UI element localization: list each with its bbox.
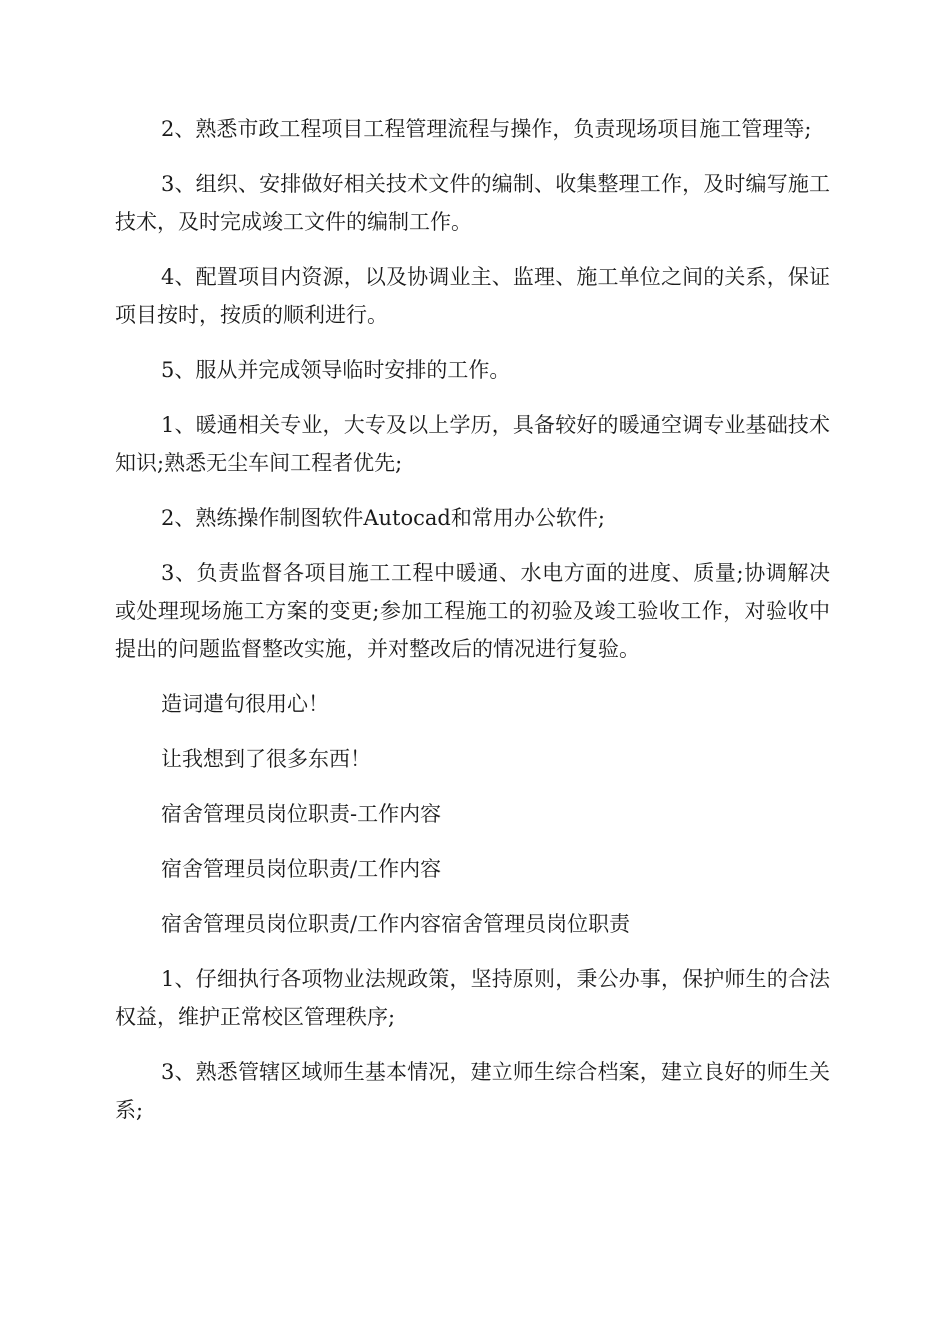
paragraph: 让我想到了很多东西！ <box>161 747 371 771</box>
document-body <box>115 110 830 1146</box>
paragraph: 造词遣句很用心！ <box>161 692 329 716</box>
paragraph: 2、熟悉市政工程项目工程管理流程与操作，负责现场项目施工管理等; <box>161 117 812 141</box>
paragraph: 4、配置项目内资源，以及协调业主、监理、施工单位之间的关系，保证项目按时，按质的顺利进行。 <box>115 265 830 327</box>
paragraph: 3、组织、安排做好相关技术文件的编制、收集整理工作，及时编写施工技术，及时完成竣工文件的编制工作。 <box>115 172 830 234</box>
paragraph: 宿舍管理员岗位职责-工作内容 <box>161 802 442 826</box>
paragraph: 1、仔细执行各项物业法规政策，坚持原则，秉公办事，保护师生的合法权益，维护正常校区管理秩序; <box>115 967 830 1029</box>
paragraph: 3、负责监督各项目施工工程中暖通、水电方面的进度、质量;协调解决或处理现场施工方案的变更;参加工程施工的初验及竣工验收工作，对验收中提出的问题监督整改实施，并对整改后的情况进行复验。 <box>115 561 830 661</box>
paragraph: 1、暖通相关专业，大专及以上学历，具备较好的暖通空调专业基础技术知识;熟悉无尘车间工程者优先; <box>115 413 830 475</box>
paragraph: 宿舍管理员岗位职责/工作内容宿舍管理员岗位职责 <box>161 912 631 936</box>
paragraph: 5、服从并完成领导临时安排的工作。 <box>161 358 511 382</box>
paragraph: 3、熟悉管辖区域师生基本情况，建立师生综合档案，建立良好的师生关系; <box>115 1060 830 1122</box>
paragraph: 宿舍管理员岗位职责/工作内容 <box>161 857 442 881</box>
paragraph: 2、熟练操作制图软件Autocad和常用办公软件; <box>161 506 605 530</box>
